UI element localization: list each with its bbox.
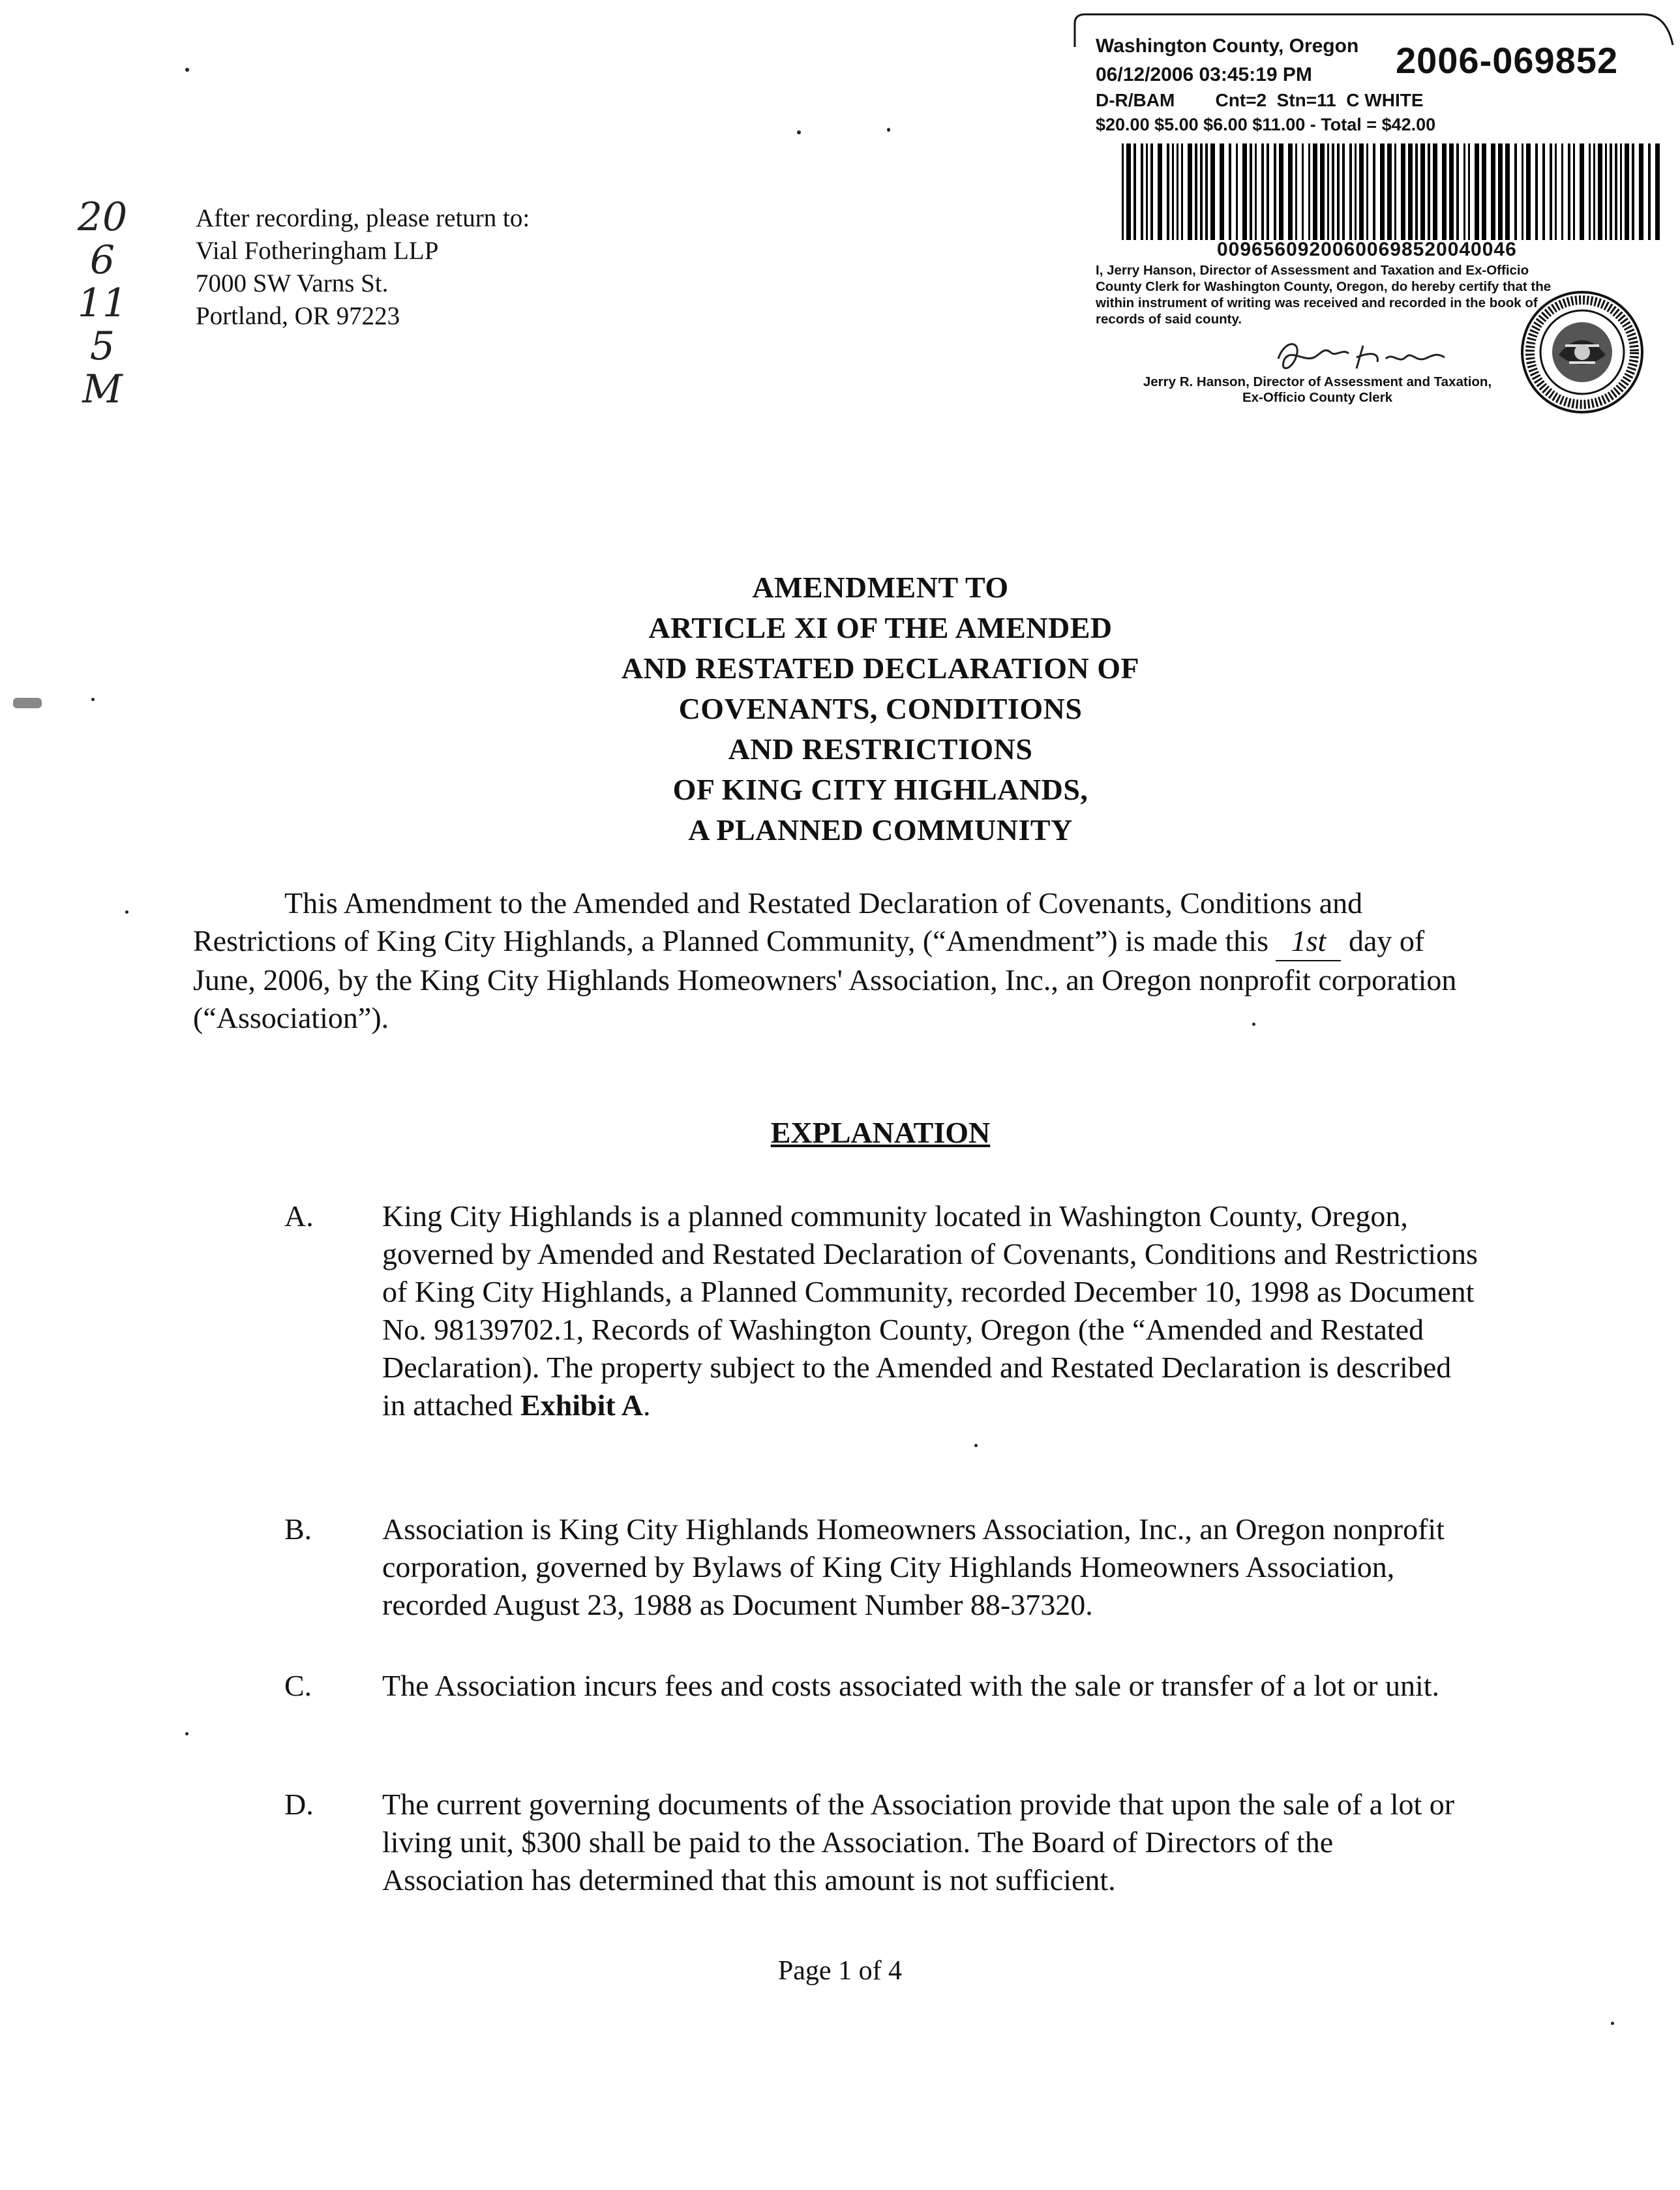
handwritten-note: 20 (77, 194, 128, 240)
barcode-bar (1387, 143, 1392, 240)
barcode-bar (1605, 143, 1607, 240)
item-letter: A. (284, 1199, 314, 1233)
handwritten-note: 11 (77, 280, 128, 326)
barcode-bar (1639, 143, 1643, 240)
clerk-name: Jerry R. Hanson, Director of Assessment and Taxation, (1143, 374, 1492, 389)
barcode-bar (1261, 143, 1264, 240)
exhibit-reference: Exhibit A (520, 1388, 643, 1422)
return-city: Portland, OR 97223 (196, 302, 400, 330)
barcode-bar (1632, 143, 1634, 240)
barcode-bar (1210, 143, 1215, 240)
title-line: COVENANTS, CONDITIONS (678, 692, 1083, 725)
barcode-bar (1342, 143, 1345, 240)
barcode-bar (1394, 143, 1396, 240)
handwritten-note: M (82, 367, 123, 412)
barcode-bar (1463, 143, 1465, 240)
scan-speck (185, 68, 189, 72)
barcode-bar (1320, 143, 1325, 240)
barcode-bar (1220, 143, 1224, 240)
barcode-bar (1181, 143, 1183, 240)
barcode-bar (1648, 143, 1651, 240)
barcode-bar (1589, 143, 1591, 240)
barcode-bar (1449, 143, 1454, 240)
barcode-bar (1236, 143, 1238, 240)
return-address (196, 202, 530, 333)
barcode-bar (1167, 143, 1169, 240)
barcode-bar (1288, 143, 1293, 240)
title-line: AND RESTRICTIONS (728, 732, 1033, 766)
barcode-bar (1598, 143, 1602, 240)
item-letter: D. (284, 1788, 314, 1821)
barcode-bar (1522, 143, 1523, 240)
barcode-bar (1242, 143, 1247, 240)
barcode-bar (1573, 143, 1575, 240)
title-line: AND RESTATED DECLARATION OF (621, 652, 1140, 685)
barcode-bar (1295, 143, 1297, 240)
barcode-bar (1250, 143, 1252, 240)
barcode-bar (1505, 143, 1510, 240)
barcode-bar (1302, 143, 1304, 240)
barcode-bar (1593, 143, 1595, 240)
barcode-bar (1133, 143, 1136, 240)
barcode-bar (1475, 143, 1479, 240)
barcode-bar (1428, 143, 1430, 240)
barcode (1122, 143, 1663, 240)
barcode-bar (1195, 143, 1197, 240)
barcode-bar (1355, 143, 1357, 240)
barcode-bar (1420, 143, 1425, 240)
title-line: OF KING CITY HIGHLANDS, (672, 773, 1088, 806)
barcode-bar (1255, 143, 1257, 240)
barcode-bar (1535, 143, 1538, 240)
barcode-bar (1267, 143, 1269, 240)
handwritten-notes (53, 196, 151, 411)
barcode-bar (1380, 143, 1385, 240)
barcode-bar (1580, 143, 1584, 240)
scan-speck (91, 698, 95, 701)
barcode-bar (1359, 143, 1364, 240)
barcode-bar (1146, 143, 1148, 240)
clerk-name-block (1096, 374, 1539, 406)
barcode-bar (1274, 143, 1276, 240)
certification-text: I, Jerry Hanson, Director of Assessment and Taxation and Ex-Officio County Clerk for Washington County, Oregon, do hereby certify that the within instrument of writing was received and recorded in the book of records of said county. (1096, 263, 1552, 327)
stamp-county: Washington County, Oregon (1096, 35, 1359, 57)
stamp-codes: D-R/BAM Cnt=2 Stn=11 C WHITE (1096, 90, 1424, 110)
barcode-bar (1433, 143, 1437, 240)
document-number: 2006-069852 (1396, 40, 1619, 81)
barcode-bar (1456, 143, 1459, 240)
page-number: Page 1 of 4 (777, 1956, 903, 1986)
item-letter: B. (284, 1512, 312, 1546)
barcode-bar (1349, 143, 1352, 240)
barcode-bar (1542, 143, 1545, 240)
scan-speck (1611, 2022, 1614, 2025)
barcode-bar (1555, 143, 1557, 240)
barcode-bar (1141, 143, 1143, 240)
barcode-bar (1491, 143, 1495, 240)
barcode-bar (1337, 143, 1340, 240)
barcode-number: 00965609200600698520040046 (1217, 239, 1517, 260)
barcode-bar (1620, 143, 1622, 240)
barcode-bar (1200, 143, 1203, 240)
barcode-bar (1561, 143, 1563, 240)
barcode-bar (1655, 143, 1660, 240)
scan-speck (125, 910, 128, 914)
barcode-bar (1526, 143, 1531, 240)
stamp-fees: $20.00 $5.00 $6.00 $11.00 - Total = $42.00 (1096, 115, 1436, 134)
barcode-bar (1610, 143, 1612, 240)
barcode-bar (1308, 143, 1310, 240)
title-line: AMENDMENT TO (752, 571, 1009, 604)
intro-text-start: This Amendment to the Amended and Restated Declaration of Covenants, Conditions and Restrictions of King City Highlands, a Planned Community, (“Amendment”) is made this (193, 886, 1363, 957)
item-text: The Association incurs fees and costs associated with the sale or transfer of a lot or unit. (382, 1669, 1440, 1702)
return-street: 7000 SW Varns St. (196, 269, 389, 297)
county-seal-icon (1520, 290, 1645, 415)
stamp-datetime: 06/12/2006 03:45:19 PM (1096, 64, 1312, 85)
barcode-bar (1279, 143, 1283, 240)
scan-speck (185, 1732, 188, 1735)
scan-speck (1252, 1023, 1255, 1026)
document-title (391, 567, 1370, 850)
barcode-bar (1482, 143, 1486, 240)
barcode-bar (1205, 143, 1208, 240)
explanation-heading: EXPLANATION (770, 1116, 991, 1149)
scan-speck (974, 1444, 978, 1447)
item-a-end: . (642, 1388, 651, 1422)
title-line: A PLANNED COMMUNITY (688, 813, 1073, 847)
barcode-bar (1498, 143, 1503, 240)
barcode-bar (1313, 143, 1317, 240)
barcode-bar (1550, 143, 1552, 240)
barcode-bar (1177, 143, 1178, 240)
item-a-text: King City Highlands is a planned community located in Washington County, Oregon, governed by Amended and Restated Declaration of Covenants, Conditions and Restrictions of King City Highlands, a Planned Community, recorded December 10, 1998 as Document No. 98139702.1, Records of Washington County, Oregon (the “Amended and Restated Declaration). The property subject to the Amended and Restated Declaration is described in attached (382, 1199, 1478, 1422)
title-line: ARTICLE XI OF THE AMENDED (648, 611, 1113, 644)
barcode-bar (1327, 143, 1329, 240)
barcode-bar (1373, 143, 1375, 240)
barcode-bar (1150, 143, 1153, 240)
intro-text-end: day of June, 2006, by the King City Highlands Homeowners' Association, Inc., an Oregon nonprofit corporation (“Association”). (193, 924, 1457, 1034)
barcode-bar (1188, 143, 1192, 240)
recording-stamp (1070, 9, 1676, 405)
handwritten-note: 6 (89, 237, 115, 283)
date-blank-handwritten: 1st (1276, 922, 1341, 961)
barcode-bar (1126, 143, 1131, 240)
item-text: Association is King City Highlands Homeowners Association, Inc., an Oregon nonprofit corporation, governed by Bylaws of King City Highlands Homeowners Association, recorded August 23, 1988 as Document Number 88-37320. (382, 1512, 1445, 1621)
barcode-bar (1158, 143, 1162, 240)
barcode-bar (1625, 143, 1629, 240)
barcode-bar (1615, 143, 1617, 240)
return-name: Vial Fotheringham LLP (196, 237, 439, 265)
barcode-bar (1172, 143, 1174, 240)
barcode-bar (1415, 143, 1418, 240)
barcode-bar (1332, 143, 1334, 240)
barcode-bar (1468, 143, 1470, 240)
item-letter: C. (284, 1669, 312, 1702)
scan-speck (887, 128, 890, 132)
barcode-bar (1229, 143, 1231, 240)
item-text (382, 1197, 1478, 1424)
return-label: After recording, please return to: (196, 204, 530, 232)
barcode-bar (1122, 143, 1124, 240)
barcode-bar (1442, 143, 1447, 240)
clerk-signature (1265, 333, 1474, 378)
scan-speck (797, 130, 801, 134)
intro-paragraph (193, 884, 1471, 1037)
handwritten-note: 5 (89, 323, 115, 369)
barcode-bar (1366, 143, 1368, 240)
scan-speck (13, 698, 42, 708)
barcode-bar (1408, 143, 1413, 240)
barcode-bar (1568, 143, 1570, 240)
clerk-title: Ex-Officio County Clerk (1242, 390, 1393, 405)
item-text: The current governing documents of the Association provide that upon the sale of a lot or living unit, $300 shall be paid to the Association. The Board of Directors of the Association has determined that this amount is not sufficient. (382, 1788, 1455, 1897)
barcode-bar (1401, 143, 1405, 240)
barcode-bar (1514, 143, 1517, 240)
